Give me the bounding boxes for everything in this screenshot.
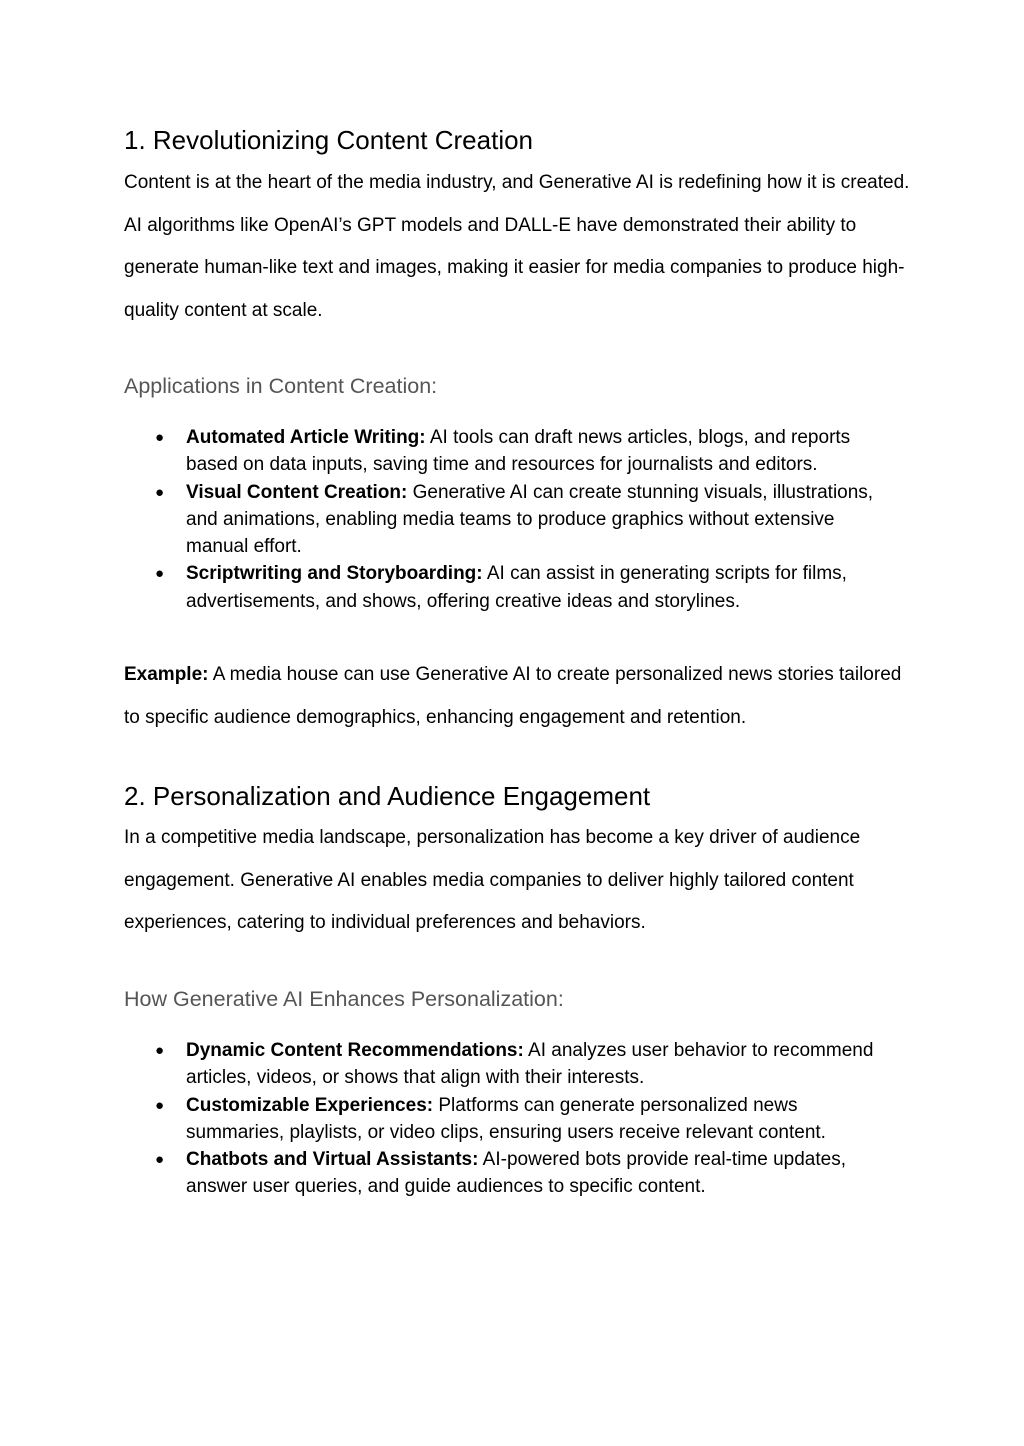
bullet-icon: ● — [155, 1096, 165, 1114]
example-text: A media house can use Generative AI to create personalized news stories tailored to specific audience demographics, enhancing engagement and retention. — [124, 664, 902, 728]
section-2-bullet-list — [124, 1037, 914, 1201]
bullet-term: Customizable Experiences: — [186, 1094, 434, 1116]
bullet-text: AI-powered bots provide real-time updates, answer user queries, and guide audiences to specific content. — [186, 1149, 846, 1198]
section-1-subheading: Applications in Content Creation: — [124, 374, 438, 398]
list-item — [124, 479, 886, 561]
section-1-heading: 1. Revolutionizing Content Creation — [124, 125, 534, 155]
bullet-term: Dynamic Content Recommendations: — [186, 1040, 524, 1061]
list-item — [124, 560, 886, 615]
example-paragraph — [124, 654, 914, 739]
bullet-icon: ● — [155, 429, 165, 446]
bullet-text: AI analyzes user behavior to recommend articles, videos, or shows that align with their interests. — [186, 1040, 874, 1089]
list-item — [124, 424, 886, 479]
section-2-paragraph: In a competitive media landscape, personalization has become a key driver of audience engagement. Generative AI enables media companies to deliver highly tailored content experiences, catering to individual preferences and behaviors. — [124, 827, 861, 933]
section-1-paragraph: Content is at the heart of the media industry, and Generative AI is redefining how it is created. AI algorithms like OpenAI’s GPT models and DALL-E have demonstrated their ability to generate human-like text and images, making it easier for media companies to produce high-quality content at scale. — [124, 172, 910, 321]
bullet-icon: ● — [155, 1151, 165, 1169]
bullet-icon: ● — [155, 483, 165, 501]
bullet-term: Visual Content Creation: — [186, 481, 408, 503]
list-item — [124, 1146, 886, 1201]
section-2-heading: 2. Personalization and Audience Engagement — [124, 781, 651, 811]
section-1-bullet-list — [124, 424, 914, 615]
bullet-term: Chatbots and Virtual Assistants: — [186, 1149, 479, 1171]
bullet-text: AI can assist in generating scripts for films, advertisements, and shows, offering creative ideas and storylines. — [186, 563, 847, 612]
bullet-term: Automated Article Writing: — [186, 427, 426, 448]
bullet-text: Generative AI can create stunning visuals, illustrations, and animations, enabling media teams to produce graphics without extensive manual effort. — [186, 481, 874, 558]
bullet-text: AI tools can draft news articles, blogs, and reports based on data inputs, saving time and resources for journalists and editors. — [186, 427, 851, 476]
bullet-icon: ● — [155, 1042, 165, 1059]
bullet-term: Scriptwriting and Storyboarding: — [186, 563, 483, 585]
example-label: Example: — [124, 664, 209, 685]
section-2-subheading: How Generative AI Enhances Personalization: — [124, 987, 564, 1011]
bullet-text: Platforms can generate personalized news summaries, playlists, or video clips, ensuring users receive relevant content. — [186, 1094, 826, 1143]
list-item — [124, 1092, 886, 1147]
list-item — [124, 1037, 886, 1092]
bullet-icon: ● — [155, 565, 165, 583]
